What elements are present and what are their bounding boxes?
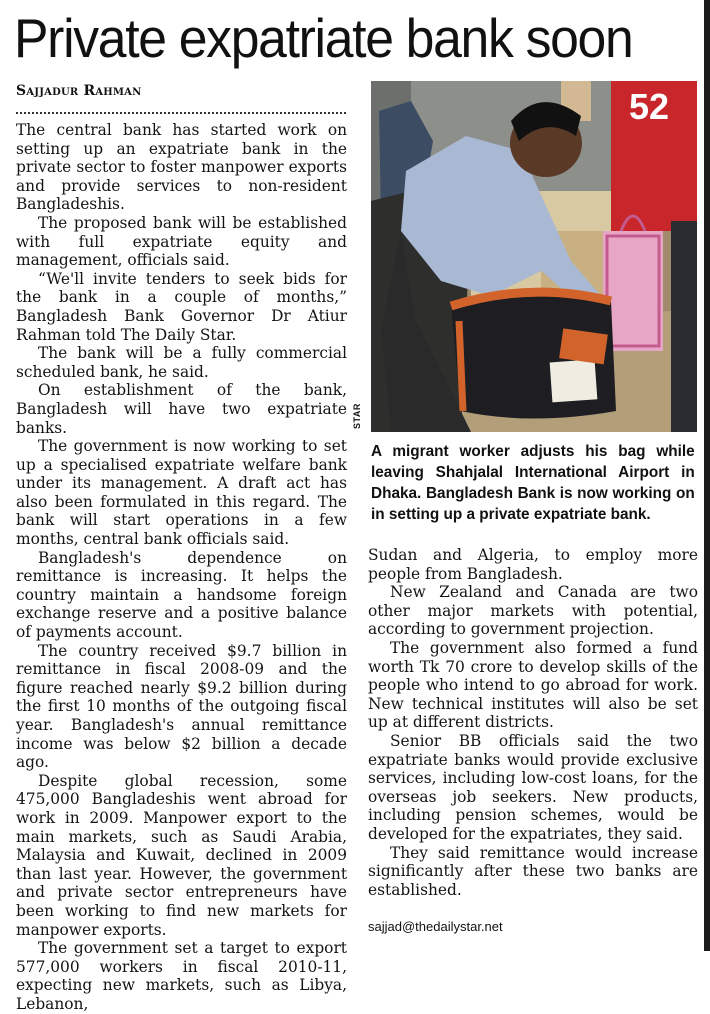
headline: Private expatriate bank soon <box>14 7 633 69</box>
photo-caption: A migrant worker adjusts his bag while leaving Shahjalal International Airport in Dhaka. Bangladesh Bank is now working on in setting up a private expatriate bank. <box>371 443 695 523</box>
photo-credit: STAR <box>352 403 362 429</box>
paragraph: They said remittance would increase significantly after these two banks are established. <box>368 843 698 899</box>
news-photo <box>371 81 697 432</box>
paragraph: The government is now working to set up a specialised expatriate welfare bank under its management. A draft act has also been formulated in this regard. The bank will start operations in a few months, central bank officials said. <box>16 437 347 549</box>
paragraph: Senior BB officials said the two expatriate banks would provide exclusive services, including low-cost loans, for the overseas job seekers. New products, including pension schemes, would be developed for the expatriates, they said. <box>368 731 698 843</box>
paragraph: Sudan and Algeria, to employ more people from Bangladesh. <box>368 546 698 583</box>
author-email[interactable]: sajjad@thedailystar.net <box>368 919 503 934</box>
paragraph: The bank will be a fully commercial scheduled bank, he said. <box>16 344 347 381</box>
paragraph: Bangladesh's dependence on remittance is increasing. It helps the country maintain a handsome foreign exchange reserve and a positive balance of payments account. <box>16 548 347 642</box>
byline: Sajjadur Rahman <box>16 83 142 99</box>
paragraph: Despite global recession, some 475,000 Bangladeshis went abroad for work in 2009. Manpower export to the main markets, such as Saudi Arabia, Malaysia and Kuwait, declined in 2009 than last year. However, the government and private sector entrepreneurs have been working to find new markets for manpower exports. <box>16 771 347 939</box>
paragraph: The government set a target to export 577,000 workers in fiscal 2010-11, expecting new markets, such as Libya, Lebanon, <box>16 939 347 1013</box>
paragraph: The proposed bank will be established with full expatriate equity and management, officials said. <box>16 213 347 270</box>
paragraph: New Zealand and Canada are two other major markets with potential, according to government projection. <box>368 583 698 639</box>
paragraph: The country received $9.7 billion in remittance in fiscal 2008-09 and the figure reached nearly $9.2 billion during the first 10 months of the outgoing fiscal year. Bangladesh's annual remittance income was below $2 billion a decade ago. <box>16 641 347 772</box>
article-column-1 <box>16 121 347 1014</box>
paragraph: “We'll invite tenders to seek bids for the bank in a couple of months,” Bangladesh Bank Governor Dr Atiur Rahman told The Daily Star. <box>16 269 347 344</box>
page-edge-bar <box>704 0 710 951</box>
paragraph: The government also formed a fund worth Tk 70 crore to develop skills of the people who intend to go abroad for work. New technical institutes will also be set up at different districts. <box>368 638 698 732</box>
article-column-2 <box>368 546 698 899</box>
paragraph: On establishment of the bank, Bangladesh will have two expatriate banks. <box>16 381 347 437</box>
shirt-number-text: 52 <box>629 86 670 127</box>
paragraph: The central bank has started work on setting up an expatriate bank in the private sector to foster manpower exports and provide services to non-resident Bangladeshis. <box>16 121 347 214</box>
byline-divider <box>16 112 346 114</box>
photo-illustration <box>371 81 697 432</box>
